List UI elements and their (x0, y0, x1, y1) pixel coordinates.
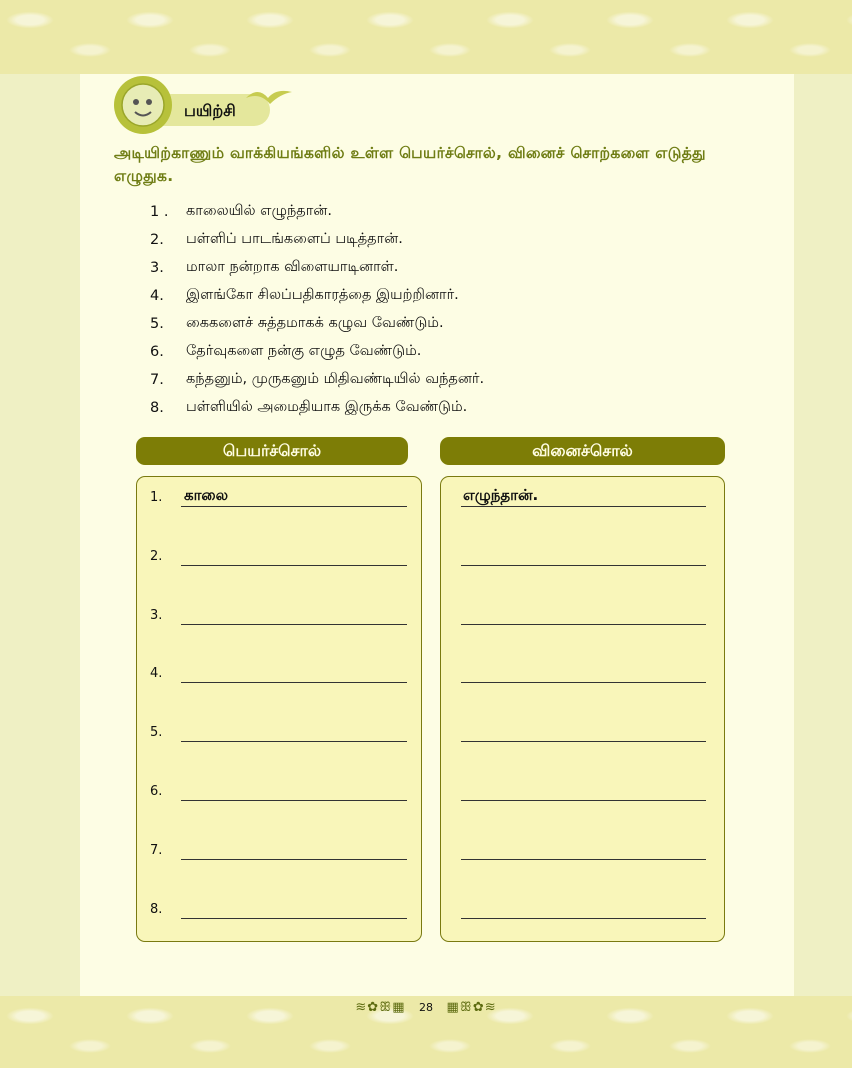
verb-answer-field[interactable] (461, 741, 706, 742)
noun-answer-field[interactable] (181, 506, 407, 507)
verb-column-header: வினைச்சொல் (440, 437, 725, 465)
answer-row-number: 6. (150, 784, 163, 799)
noun-answer-field[interactable] (181, 859, 407, 860)
sentence-item (150, 254, 484, 282)
footer-ornament-left: ≋✿ꕥ▦ (355, 1000, 406, 1015)
noun-answer-field[interactable] (181, 682, 407, 683)
sentence-item (150, 310, 484, 338)
sentence-text: பள்ளியில் அமைதியாக இருக்க வேண்டும். (186, 399, 468, 415)
page-footer (0, 1000, 852, 1015)
verb-answer-field[interactable] (461, 859, 706, 860)
sentence-item (150, 198, 484, 226)
sentence-text: மாலா நன்றாக விளையாடினாள். (186, 259, 399, 275)
sentence-number: 3. (150, 260, 164, 276)
sentence-text: கந்தனும், முருகனும் மிதிவண்டியில் வந்தனர். (186, 371, 485, 387)
bird-icon (244, 84, 294, 108)
answer-row-number: 2. (150, 548, 163, 564)
sentence-number: 8. (150, 400, 164, 416)
answer-row-number: 3. (150, 607, 163, 623)
noun-answer-field[interactable] (181, 918, 407, 919)
noun-answer-text: காலை (184, 486, 229, 504)
sentence-text: கைகளைச் சுத்தமாகக் கழுவ வேண்டும். (186, 315, 444, 331)
verb-answer-field[interactable] (461, 565, 706, 566)
right-margin (794, 74, 852, 996)
noun-answer-field[interactable] (181, 741, 407, 742)
sentence-text: பள்ளிப் பாடங்களைப் படித்தான். (186, 231, 403, 247)
sentence-list (150, 198, 484, 422)
sentence-number: 1 . (150, 204, 169, 220)
sentence-item (150, 282, 484, 310)
verb-answer-field[interactable] (461, 682, 706, 683)
noun-answer-box (136, 476, 422, 942)
verb-answer-field[interactable] (461, 918, 706, 919)
sentence-number: 7. (150, 372, 164, 388)
sentence-item (150, 338, 484, 366)
sun-icon (113, 75, 173, 135)
sentence-number: 2. (150, 232, 164, 248)
sentence-item (150, 366, 484, 394)
noun-answer-field[interactable] (181, 800, 407, 801)
section-title: பயிற்சி (184, 101, 236, 120)
answer-row-number: 1. (150, 490, 163, 505)
instructions: அடியிற்காணும் வாக்கியங்களில் உள்ள பெயர்ச்சொல், வினைச் சொற்களை எடுத்து எழுதுக. (114, 144, 706, 185)
footer-ornament-right: ▦ꕥ✿≋ (446, 1000, 497, 1015)
left-margin (0, 74, 80, 996)
verb-answer-text: எழுந்தான். (463, 486, 539, 504)
noun-column-header: பெயர்ச்சொல் (136, 437, 408, 465)
answer-row-number: 5. (150, 725, 163, 741)
noun-answer-field[interactable] (181, 624, 407, 625)
verb-answer-box (440, 476, 725, 942)
sentence-item (150, 226, 484, 254)
page-number: 28 (419, 1001, 433, 1014)
top-decorative-band (0, 0, 852, 74)
sentence-number: 4. (150, 288, 164, 304)
sentence-number: 5. (150, 316, 164, 332)
noun-answer-field[interactable] (181, 565, 407, 566)
answer-row-number: 8. (150, 901, 163, 917)
sentence-text: காலையில் எழுந்தான். (186, 203, 332, 219)
sentence-text: தேர்வுகளை நன்கு எழுத வேண்டும். (186, 343, 422, 359)
sentence-text: இளங்கோ சிலப்பதிகாரத்தை இயற்றினார். (186, 287, 459, 303)
sentence-item (150, 394, 484, 422)
verb-answer-field[interactable] (461, 800, 706, 801)
answer-row-number: 4. (150, 666, 163, 682)
answer-row-number: 7. (150, 842, 163, 858)
verb-answer-field[interactable] (461, 624, 706, 625)
sentence-number: 6. (150, 344, 164, 360)
verb-answer-field[interactable] (461, 506, 706, 507)
